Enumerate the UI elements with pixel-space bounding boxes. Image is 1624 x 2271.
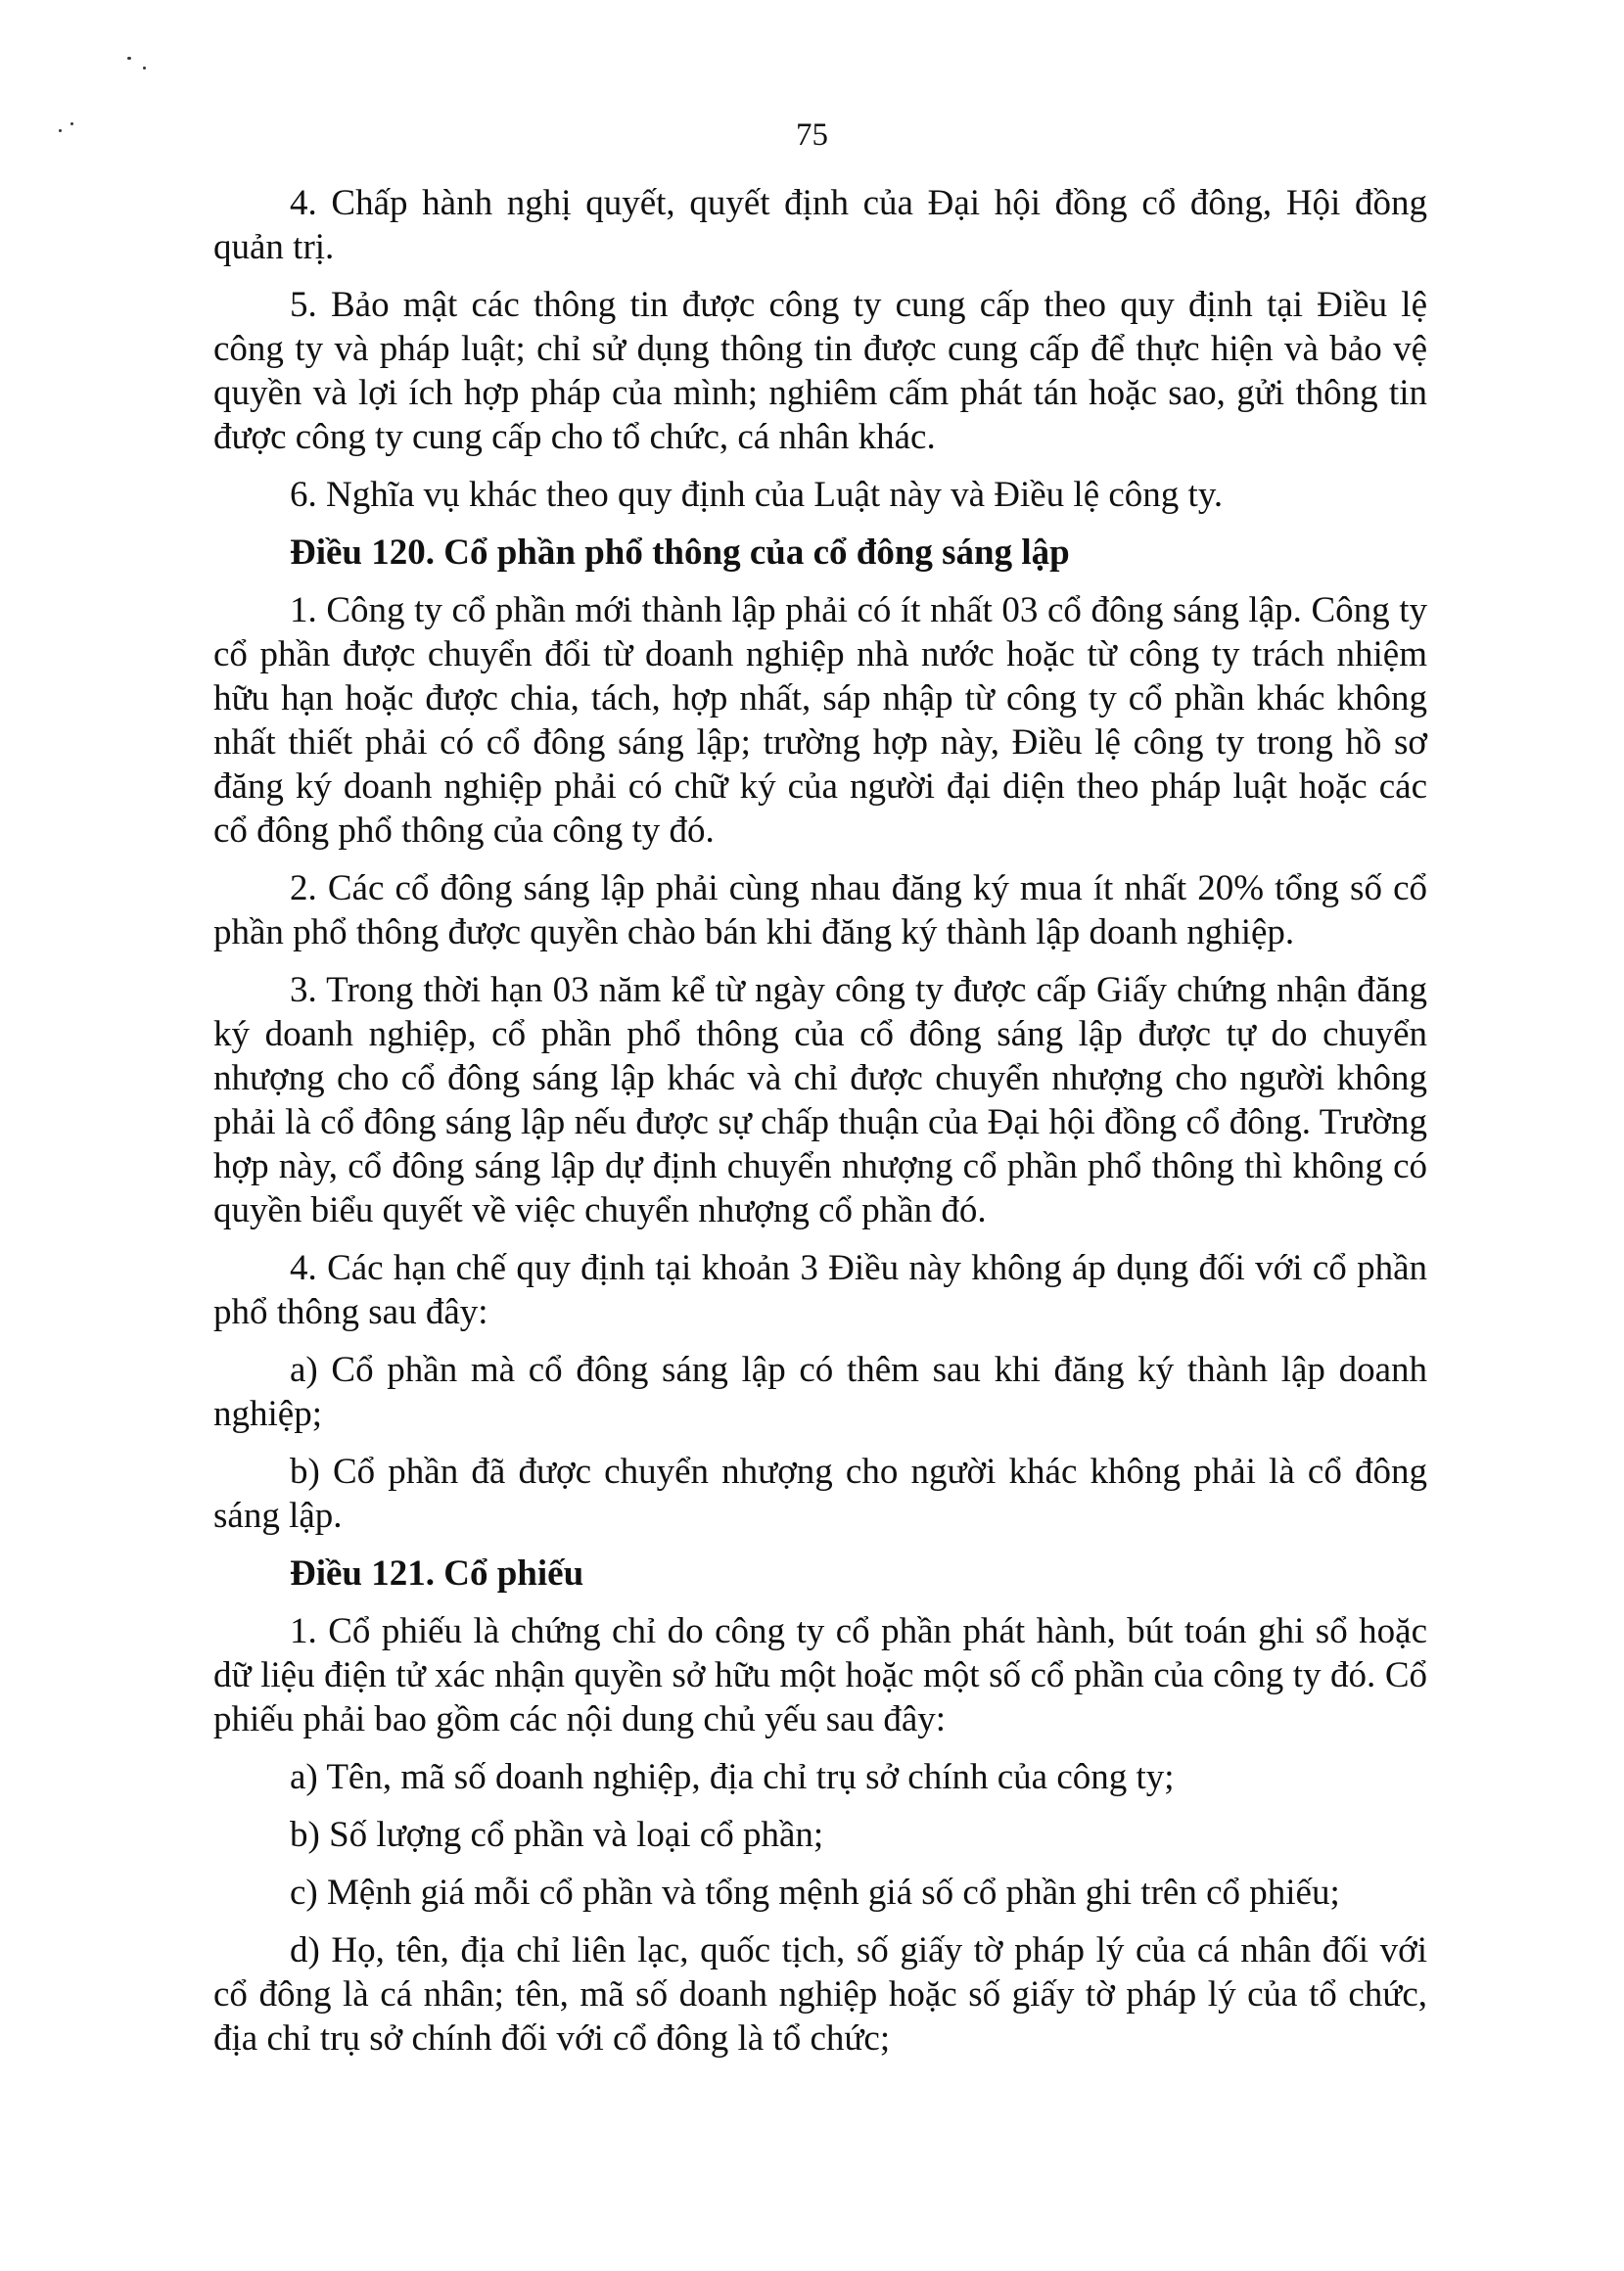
article-120-heading: Điều 120. Cổ phần phổ thông của cổ đông sáng lập <box>290 533 1070 573</box>
article-120-clause-4: 4. Các hạn chế quy định tại khoản 3 Điều này không áp dụng đối với cổ phần phổ thông sau đây: <box>213 1248 1427 1332</box>
article-121-clause-1d: d) Họ, tên, địa chỉ liên lạc, quốc tịch, số giấy tờ pháp lý của cá nhân đối với cổ đông là cá nhân; tên, mã số doanh nghiệp hoặc số giấy tờ pháp lý của tổ chức, địa chỉ trụ sở chính đối với cổ đông là tổ chức; <box>213 1930 1427 2059</box>
article-121-heading: Điều 121. Cổ phiếu <box>290 1553 584 1594</box>
article-120-clause-2: 2. Các cổ đông sáng lập phải cùng nhau đăng ký mua ít nhất 20% tổng số cổ phần phổ thông được quyền chào bán khi đăng ký thành lập doanh nghiệp. <box>213 868 1427 952</box>
article-120-clause-4b: b) Cổ phần đã được chuyển nhượng cho người khác không phải là cổ đông sáng lập. <box>213 1452 1427 1536</box>
article-120-clause-3: 3. Trong thời hạn 03 năm kể từ ngày công ty được cấp Giấy chứng nhận đăng ký doanh nghiệp, cổ phần phổ thông của cổ đông sáng lập được tự do chuyển nhượng cho cổ đông sáng lập khác và chỉ được chuyển nhượng cho người không phải là cổ đông sáng lập nếu được sự chấp thuận của Đại hội đồng cổ đông. Trường hợp này, cổ đông sáng lập dự định chuyển nhượng cổ phần phổ thông thì không có quyền biểu quyết về việc chuyển nhượng cổ phần đó. <box>213 970 1427 1230</box>
scan-speck <box>127 57 131 60</box>
article-121-clause-1c: c) Mệnh giá mỗi cổ phần và tổng mệnh giá số cổ phần ghi trên cổ phiếu; <box>290 1873 1340 1913</box>
paragraph-clause-6: 6. Nghĩa vụ khác theo quy định của Luật này và Điều lệ công ty. <box>290 475 1224 515</box>
article-120-clause-1: 1. Công ty cổ phần mới thành lập phải có ít nhất 03 cổ đông sáng lập. Công ty cổ phần được chuyển đổi từ doanh nghiệp nhà nước hoặc từ công ty trách nhiệm hữu hạn hoặc được chia, tách, hợp nhất, sáp nhập từ công ty cổ phần khác không nhất thiết phải có cổ đông sáng lập; trường hợp này, Điều lệ công ty trong hồ sơ đăng ký doanh nghiệp phải có chữ ký của người đại diện theo pháp luật hoặc các cổ đông phổ thông của công ty đó. <box>213 590 1427 851</box>
article-121-clause-1a: a) Tên, mã số doanh nghiệp, địa chỉ trụ sở chính của công ty; <box>290 1757 1175 1797</box>
document-body <box>213 181 1427 2074</box>
article-121-clause-1: 1. Cổ phiếu là chứng chỉ do công ty cổ phần phát hành, bút toán ghi sổ hoặc dữ liệu điện tử xác nhận quyền sở hữu một hoặc một số cổ phần của công ty đó. Cổ phiếu phải bao gồm các nội dung chủ yếu sau đây: <box>213 1611 1427 1739</box>
paragraph-clause-4: 4. Chấp hành nghị quyết, quyết định của Đại hội đồng cổ đông, Hội đồng quản trị. <box>213 183 1427 267</box>
page-number: 75 <box>796 117 828 153</box>
scan-speck <box>143 67 146 70</box>
article-121-clause-1b: b) Số lượng cổ phần và loại cổ phần; <box>290 1815 824 1855</box>
article-120-clause-4a: a) Cổ phần mà cổ đông sáng lập có thêm sau khi đăng ký thành lập doanh nghiệp; <box>213 1350 1427 1434</box>
paragraph-clause-5: 5. Bảo mật các thông tin được công ty cung cấp theo quy định tại Điều lệ công ty và pháp luật; chỉ sử dụng thông tin được cung cấp để thực hiện và bảo vệ quyền và lợi ích hợp pháp của mình; nghiêm cấm phát tán hoặc sao, gửi thông tin được công ty cung cấp cho tổ chức, cá nhân khác. <box>213 285 1427 457</box>
